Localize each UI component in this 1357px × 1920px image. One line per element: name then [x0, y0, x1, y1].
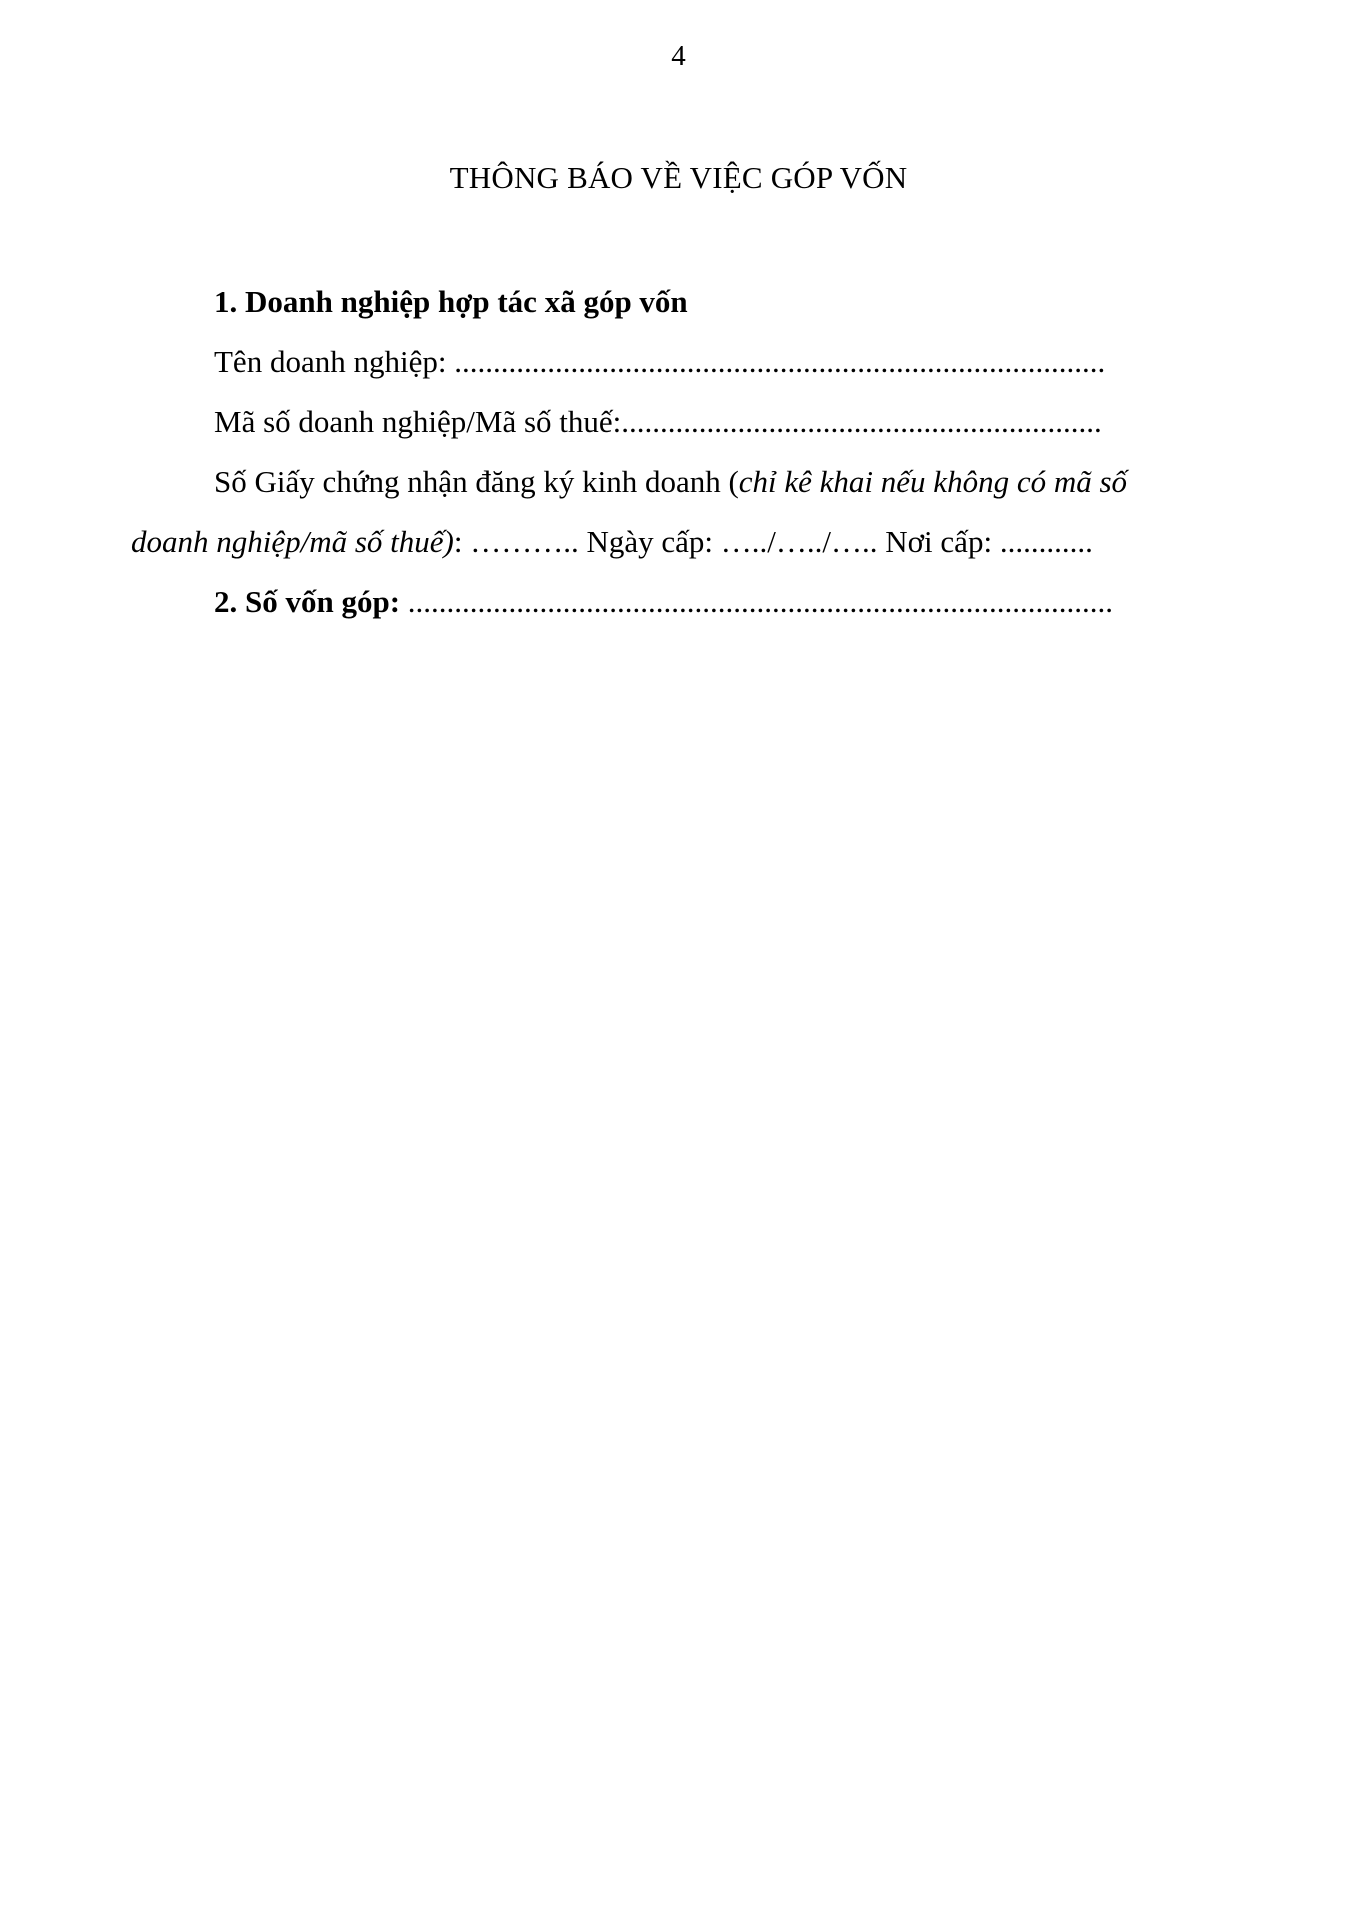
business-cert-line-1 [214, 466, 1127, 497]
issue-place-label: Nơi cấp: [885, 524, 1000, 559]
tax-code-field: .............................................................. [621, 404, 1102, 439]
document-title: THÔNG BÁO VỀ VIỆC GÓP VỐN [449, 160, 908, 195]
section-2-line [214, 586, 1113, 617]
company-name-line [214, 346, 1105, 377]
business-cert-note-2: doanh nghiệp/mã số thuế) [131, 524, 454, 559]
company-name-label: Tên doanh nghiệp: [214, 344, 455, 379]
issue-date-field: …../…../….. [720, 524, 886, 559]
page-number: 4 [671, 40, 686, 72]
business-cert-note-1: chỉ kê khai nếu không có mã số [738, 464, 1128, 499]
business-cert-label: Số Giấy chứng nhận đăng ký kinh doanh ( [214, 464, 739, 499]
section-2-heading: 2. Số vốn góp: [214, 584, 408, 619]
issue-date-label: Ngày cấp: [586, 524, 721, 559]
capital-amount-field: ........................................................................................... [407, 584, 1114, 619]
section-1-heading: 1. Doanh nghiệp hợp tác xã góp vốn [214, 284, 688, 319]
business-cert-line-2 [131, 526, 1093, 557]
company-name-field: .................................................................................... [454, 344, 1106, 379]
business-cert-field: : ……….. [453, 524, 587, 559]
tax-code-label: Mã số doanh nghiệp/Mã số thuế: [214, 404, 622, 439]
tax-code-line [214, 406, 1102, 437]
issue-place-field: ............ [999, 524, 1093, 559]
